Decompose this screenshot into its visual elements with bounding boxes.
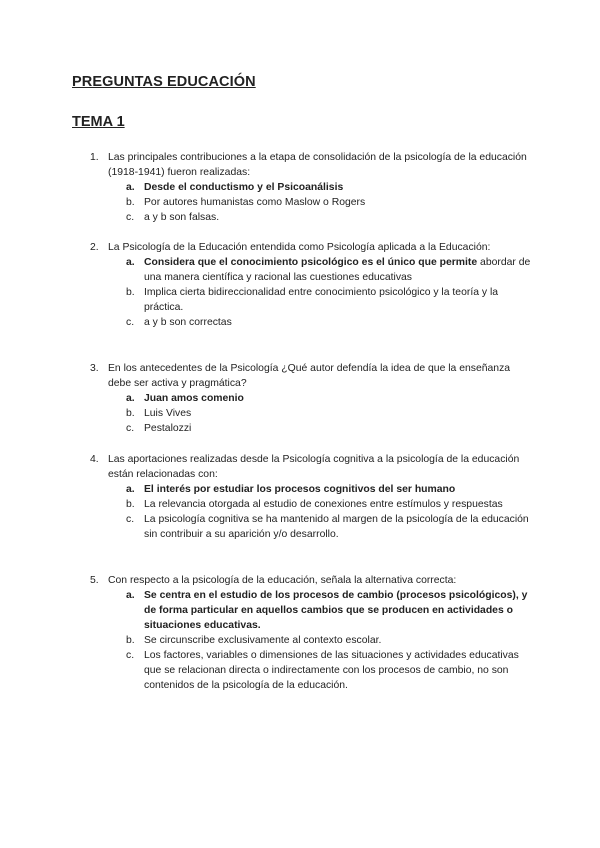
section-title: TEMA 1	[72, 114, 125, 130]
option-label: a.	[126, 484, 135, 495]
option-list	[72, 391, 532, 436]
option-text: a y b son falsas.	[144, 212, 220, 223]
question-text: Con respecto a la psicología de la educación, señala la alternativa correcta:	[108, 575, 457, 586]
option-list	[72, 255, 532, 330]
option-text-rest: abordar de una manera científica y racional las cuestiones educativas	[144, 257, 531, 283]
option-label: a.	[126, 393, 135, 404]
option-label: b.	[126, 635, 135, 646]
option-c	[72, 512, 532, 542]
option-list	[72, 482, 532, 542]
option-b	[72, 633, 532, 648]
question-3	[72, 361, 532, 436]
question-number: 2.	[90, 242, 99, 253]
question-number: 5.	[90, 575, 99, 586]
question-number: 1.	[90, 152, 99, 163]
option-text: Implica cierta bidireccionalidad entre conocimiento psicológico y la teoría y la práctica.	[144, 287, 499, 313]
question-text: En los antecedentes de la Psicología ¿Qué autor defendía la idea de que la enseñanza debe ser activa y pragmática?	[108, 363, 511, 389]
option-text	[144, 255, 532, 285]
option-label: a.	[126, 182, 135, 193]
option-c	[72, 421, 532, 436]
option-label: b.	[126, 197, 135, 208]
question-4	[72, 452, 532, 542]
question-5	[72, 573, 532, 693]
option-label: c.	[126, 423, 135, 434]
option-label: a.	[126, 590, 135, 601]
question-text: La Psicología de la Educación entendida como Psicología aplicada a la Educación:	[108, 242, 491, 253]
option-text: Los factores, variables o dimensiones de las situaciones y actividades educativas que se relacionan directa o indirectamente con los procesos de cambio, no son contenidos de la psicología de la educación.	[144, 650, 519, 691]
option-text: El interés por estudiar los procesos cognitivos del ser humano	[144, 484, 456, 495]
option-a	[72, 180, 532, 195]
question-2	[72, 240, 532, 330]
option-text: Luis Vives	[144, 408, 192, 419]
option-label: c.	[126, 212, 135, 223]
option-label: b.	[126, 287, 135, 298]
option-text: a y b son correctas	[144, 317, 232, 328]
question-text: Las aportaciones realizadas desde la Psicología cognitiva a la psicología de la educación están relacionadas con:	[108, 454, 520, 480]
option-label: b.	[126, 499, 135, 510]
option-text: Desde el conductismo y el Psicoanálisis	[144, 182, 344, 193]
option-label: b.	[126, 408, 135, 419]
option-b	[72, 406, 532, 421]
option-label: a.	[126, 257, 135, 268]
question-number: 4.	[90, 454, 99, 465]
option-a	[72, 391, 532, 406]
question-number: 3.	[90, 363, 99, 374]
option-text: Pestalozzi	[144, 423, 192, 434]
option-label: c.	[126, 514, 135, 525]
option-text-bold: Considera que el conocimiento psicológico es el único que permite	[144, 257, 478, 268]
option-text: Juan amos comenio	[144, 393, 244, 404]
option-b	[72, 497, 532, 512]
option-text: La relevancia otorgada al estudio de conexiones entre estímulos y respuestas	[144, 499, 503, 510]
question-1	[72, 150, 532, 225]
option-b	[72, 195, 532, 210]
option-b	[72, 285, 532, 315]
option-list	[72, 588, 532, 693]
option-list	[72, 180, 532, 225]
option-label: c.	[126, 317, 135, 328]
option-text: Por autores humanistas como Maslow o Rogers	[144, 197, 366, 208]
question-text: Las principales contribuciones a la etapa de consolidación de la psicología de la educación (1918-1941) fueron realizadas:	[108, 152, 527, 178]
document-title: PREGUNTAS EDUCACIÓN	[72, 74, 256, 90]
option-a	[72, 482, 532, 497]
option-a	[72, 255, 532, 285]
option-c	[72, 648, 532, 693]
option-label: c.	[126, 650, 135, 661]
option-text: Se centra en el estudio de los procesos de cambio (procesos psicológicos), y de forma particular en aquellos cambios que se producen en actividades o situaciones educativas.	[144, 590, 528, 631]
option-c	[72, 210, 532, 225]
option-text: La psicología cognitiva se ha mantenido al margen de la psicología de la educación sin contribuir a su aparición y/o desarrollo.	[144, 514, 529, 540]
option-text: Se circunscribe exclusivamente al contexto escolar.	[144, 635, 382, 646]
option-c	[72, 315, 532, 330]
option-a	[72, 588, 532, 633]
